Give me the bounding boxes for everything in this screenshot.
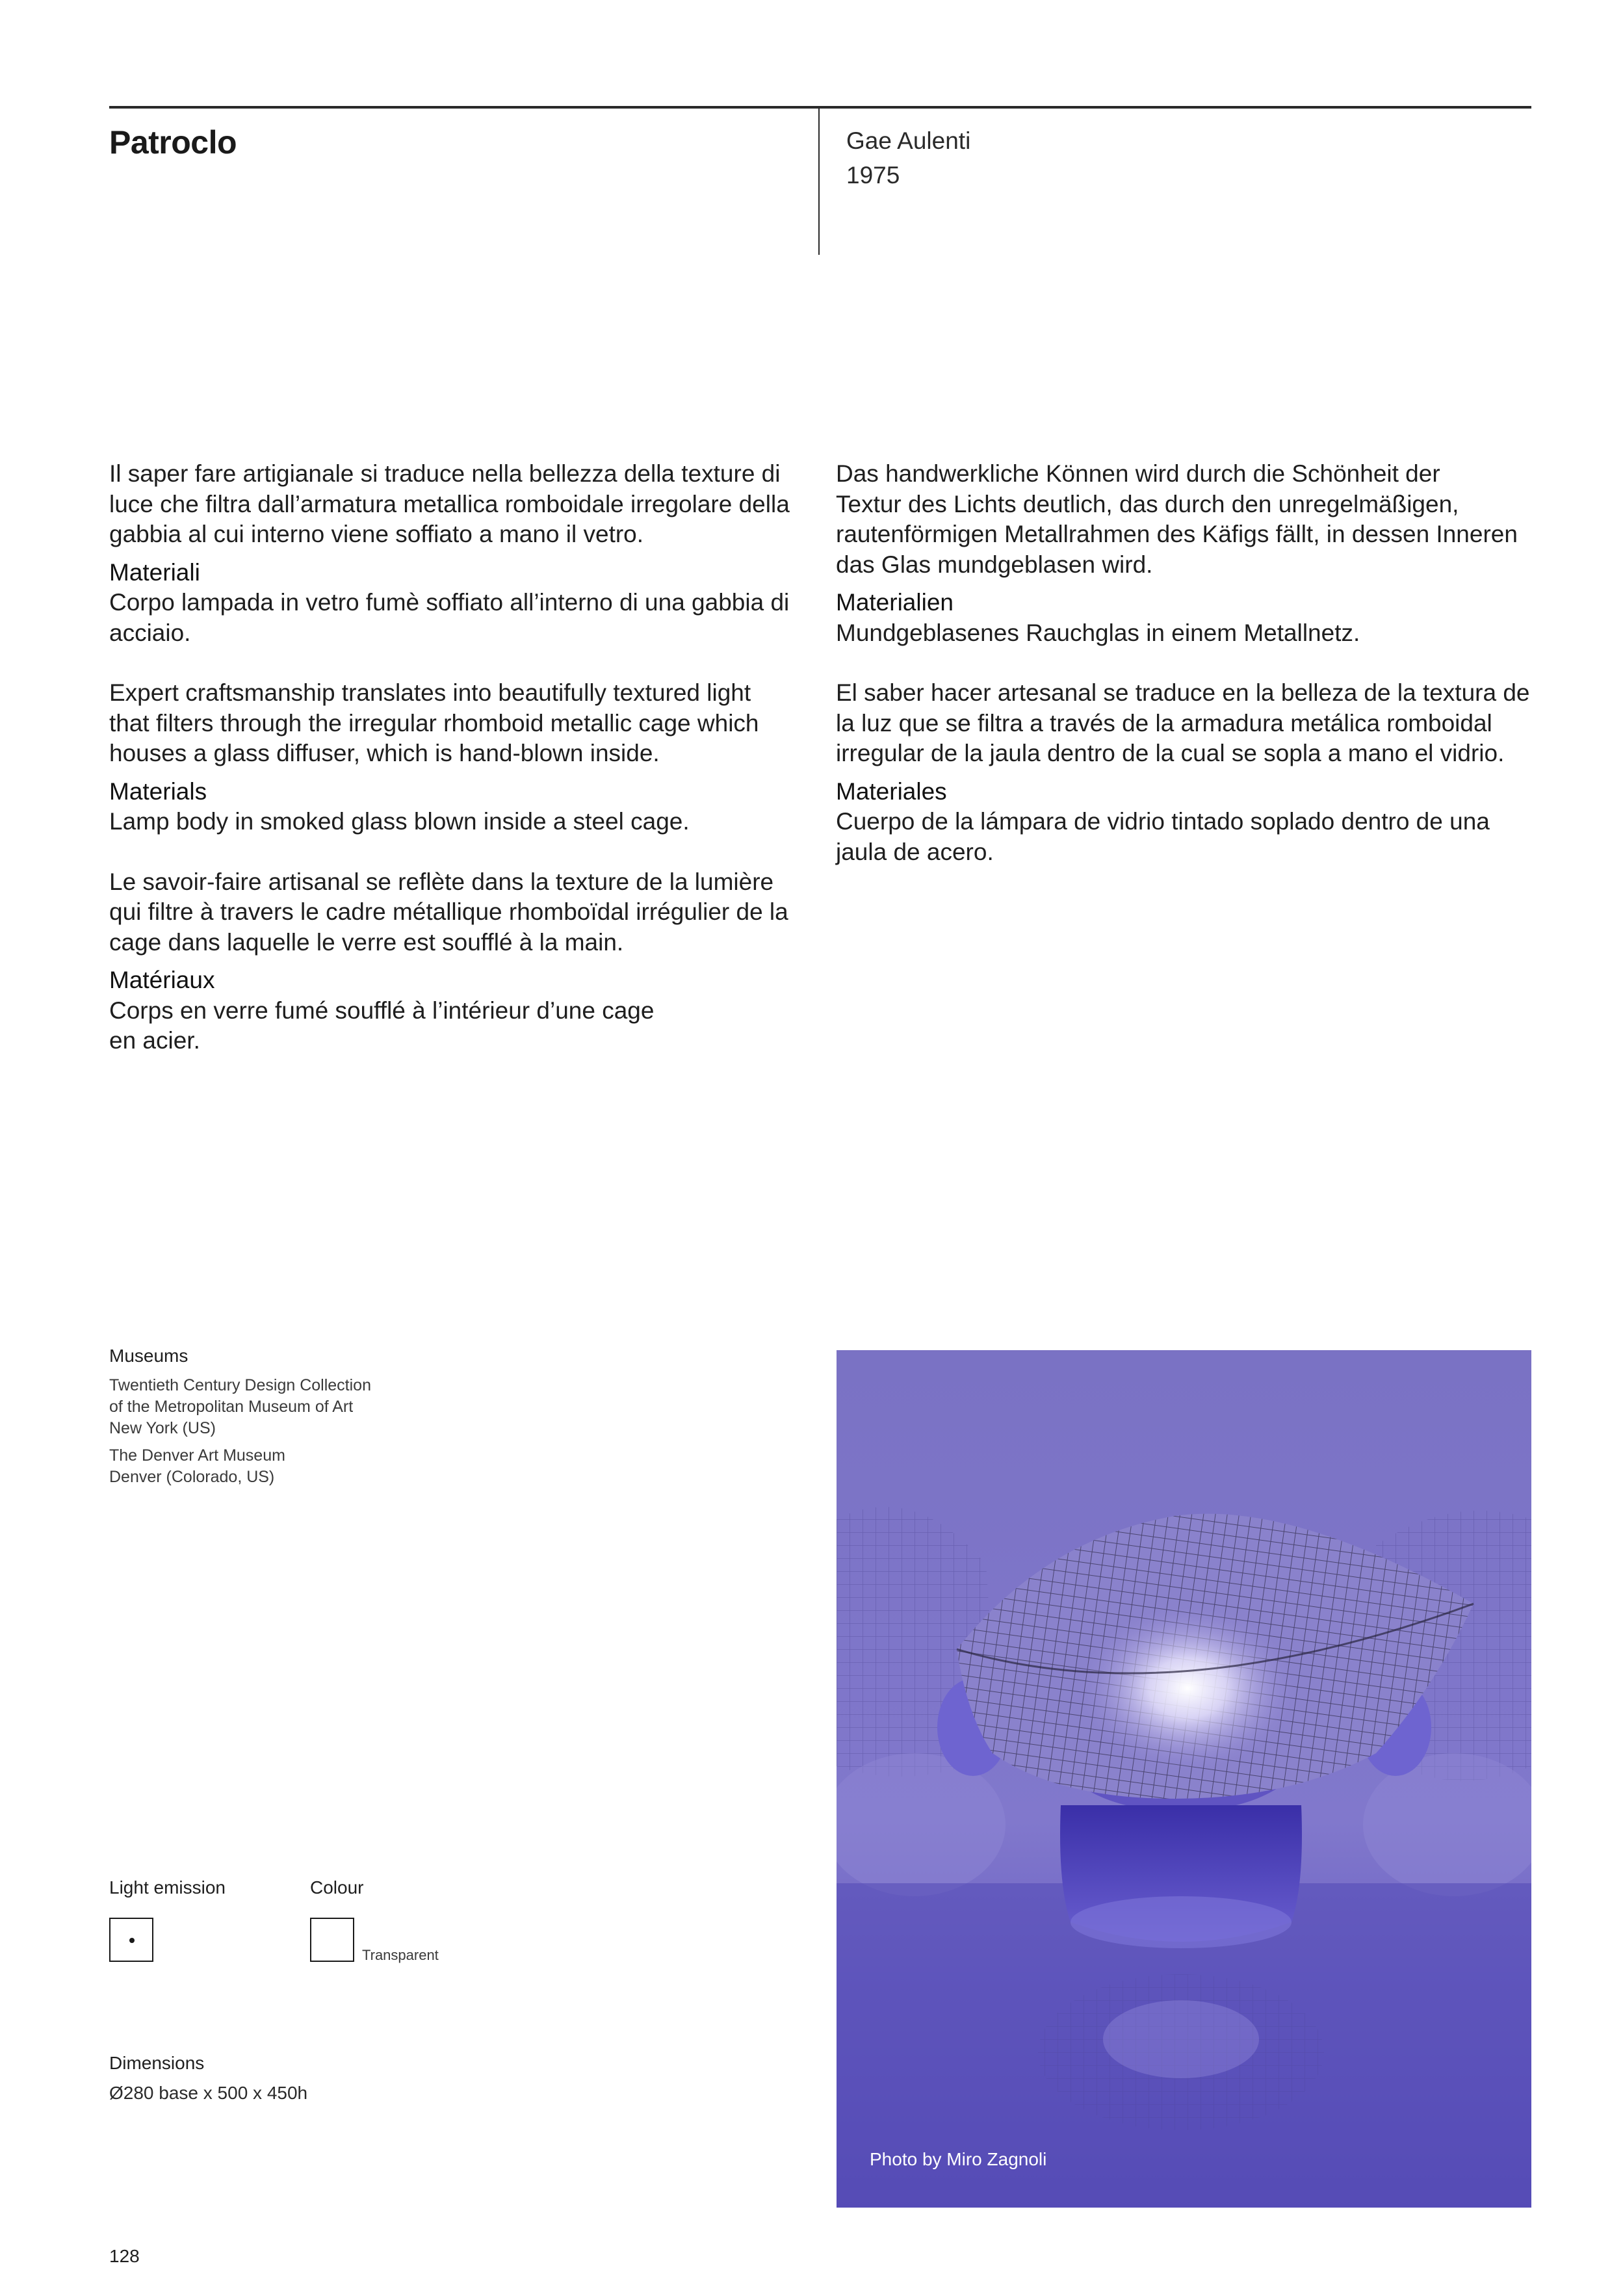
designer-name: Gae Aulenti [846, 127, 971, 154]
museum-entry-met: Twentieth Century Design Collection of the Metropolitan Museum of Art New York (US) [109, 1376, 371, 1437]
colour-label: Colour [310, 1877, 364, 1898]
fr-materials-heading: Matériaux [109, 967, 215, 993]
en-materials: Lamp body in smoked glass blown inside a steel cage. [109, 808, 690, 835]
header-divider [818, 107, 820, 255]
designer-info [846, 124, 970, 192]
right-text-column [836, 459, 1538, 867]
de-materials-heading: Materialien [836, 589, 954, 616]
fr-text: Le savoir-faire artisanal se reflète dans la texture de la lumière qui filtre à travers le cadre métallique rhomboïdal irrégulier de la cage dans laquelle le verre est soufflé à la main. [109, 868, 788, 956]
es-materials: Cuerpo de la lámpara de vidrio tintado soplado dentro de una jaula de acero. [836, 808, 1490, 865]
fr-materials: Corps en verre fumé soufflé à l’intérieur d’une cage en acier. [109, 997, 655, 1054]
header-rule [109, 106, 1531, 109]
product-title: Patroclo [109, 124, 237, 161]
light-emission-icon [109, 1918, 153, 1962]
it-materials-heading: Materiali [109, 558, 200, 586]
design-year: 1975 [846, 162, 900, 189]
museum-entry-denver: The Denver Art Museum Denver (Colorado, US) [109, 1446, 285, 1486]
de-materials: Mundgeblasenes Rauchglas in einem Metallnetz. [836, 619, 1360, 646]
en-materials-heading: Materials [109, 777, 207, 805]
es-materials-heading: Materiales [836, 777, 947, 805]
colour-value: Transparent [362, 1947, 439, 1963]
en-text: Expert craftsmanship translates into beautifully textured light that filters through the irregular rhomboid metallic cage which houses a glass diffuser, which is hand-blown inside. [109, 679, 759, 766]
it-materials: Corpo lampada in vetro fumè soffiato all’interno di una gabbia di acciaio. [109, 589, 790, 646]
it-text: Il saper fare artigianale si traduce nella bellezza della texture di luce che filtra dall’armatura metallica romboidale irregolare della gabbia al cui interno viene soffiato a mano il vetro. [109, 460, 790, 547]
direct-light-dot-icon [129, 1938, 135, 1943]
left-text-column [109, 459, 811, 1056]
dimensions-label: Dimensions [109, 2053, 205, 2073]
museums-label: Museums [109, 1346, 188, 1366]
light-glow [1077, 1604, 1298, 1773]
product-photo [837, 1350, 1531, 2208]
page-number: 128 [109, 2246, 140, 2266]
de-text: Das handwerkliche Können wird durch die Schönheit der Textur des Lichts deutlich, das durch den unregelmäßigen, rautenförmigen Metallrahmen des Käfigs fällt, in dessen Inneren das Glas mundgeblasen wird. [836, 460, 1518, 578]
dimensions-value: Ø280 base x 500 x 450h [109, 2083, 308, 2103]
colour-swatch [310, 1918, 354, 1962]
photo-credit: Photo by Miro Zagnoli [870, 2149, 1047, 2169]
light-emission-label: Light emission [109, 1877, 226, 1898]
es-text: El saber hacer artesanal se traduce en la belleza de la textura de la luz que se filtra a través de la armadura metálica romboidal irregular de la jaula dentro de la cual se sopla a mano el vidrio. [836, 679, 1530, 766]
